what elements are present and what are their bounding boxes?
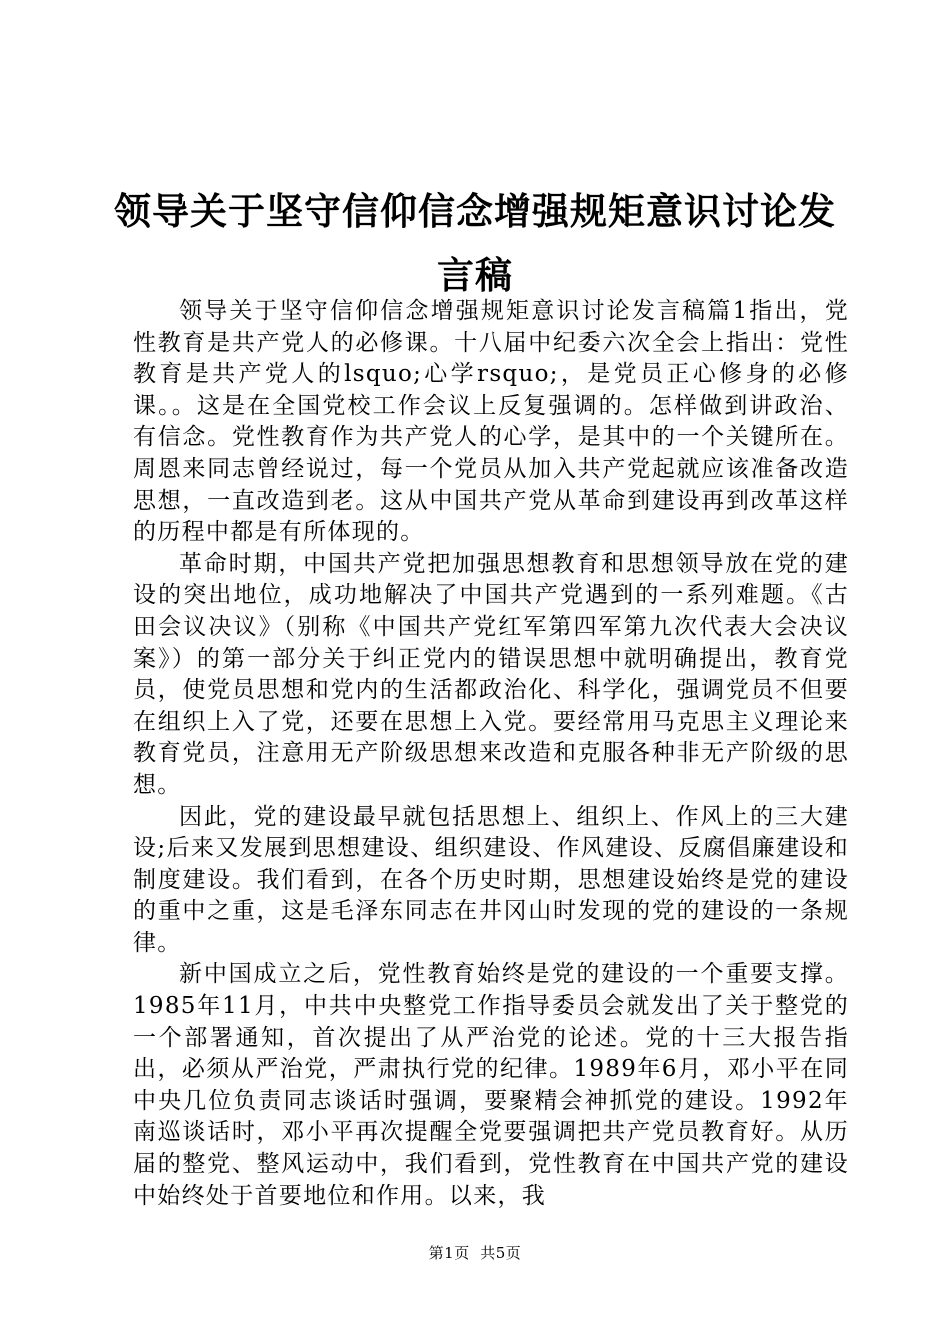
document-title: 领导关于坚守信仰信念增强规矩意识讨论发言稿 bbox=[114, 190, 836, 297]
document-body bbox=[133, 296, 849, 1212]
body-paragraph-2: 革命时期，中国共产党把加强思想教育和思想领导放在党的建设的突出地位，成功地解决了中国共产党遇到的一系列难题。《古田会议决议》（别称《中国共产党红军第四军第九次代表大会决议案》）的第一部分关于纠正党内的错误思想中就明确提出，教育党员，使党员思想和党内的生活都政治化、科学化，强调党员不但要在组织上入了党，还要在思想上入党。要经常用马克思主义理论来教育党员，注意用无产阶级思想来改造和克服各种非无产阶级的思想。 bbox=[133, 550, 849, 798]
body-paragraph-3: 因此，党的建设最早就包括思想上、组织上、作风上的三大建设;后来又发展到思想建设、组织建设、作风建设、反腐倡廉建设和制度建设。我们看到，在各个历史时期，思想建设始终是党的建设的重中之重，这是毛泽东同志在井冈山时发现的党的建设的一条规律。 bbox=[133, 803, 849, 956]
body-paragraph-1: 领导关于坚守信仰信念增强规矩意识讨论发言稿篇1指出，党性教育是共产党人的必修课。十八届中纪委六次全会上指出：党性教育是共产党人的lsquo;心学rsquo;，是党员正心修身的必修课。。这是在全国党校工作会议上反复强调的。怎样做到讲政治、有信念。党性教育作为共产党人的心学，是其中的一个关键所在。周恩来同志曾经说过，每一个党员从加入共产党起就应该准备改造思想，一直改造到老。这从中国共产党从革命到建设再到改革这样的历程中都是有所体现的。 bbox=[133, 298, 849, 546]
page-number: 第1页 bbox=[428, 1244, 470, 1262]
body-paragraph-4: 新中国成立之后，党性教育始终是党的建设的一个重要支撑。1985年11月，中共中央整党工作指导委员会就发出了关于整党的一个部署通知，首次提出了从严治党的论述。党的十三大报告指出，必须从严治党，严肃执行党的纪律。1989年6月，邓小平在同中央几位负责同志谈话时强调，要聚精会神抓党的建设。1992年南巡谈话时，邓小平再次提醒全党要强调把共产党员教育好。从历届的整党、整风运动中，我们看到，党性教育在中国共产党的建设中始终处于首要地位和作用。以来，我 bbox=[133, 961, 849, 1209]
page-footer bbox=[0, 1243, 950, 1263]
page-total: 共5页 bbox=[480, 1244, 522, 1262]
